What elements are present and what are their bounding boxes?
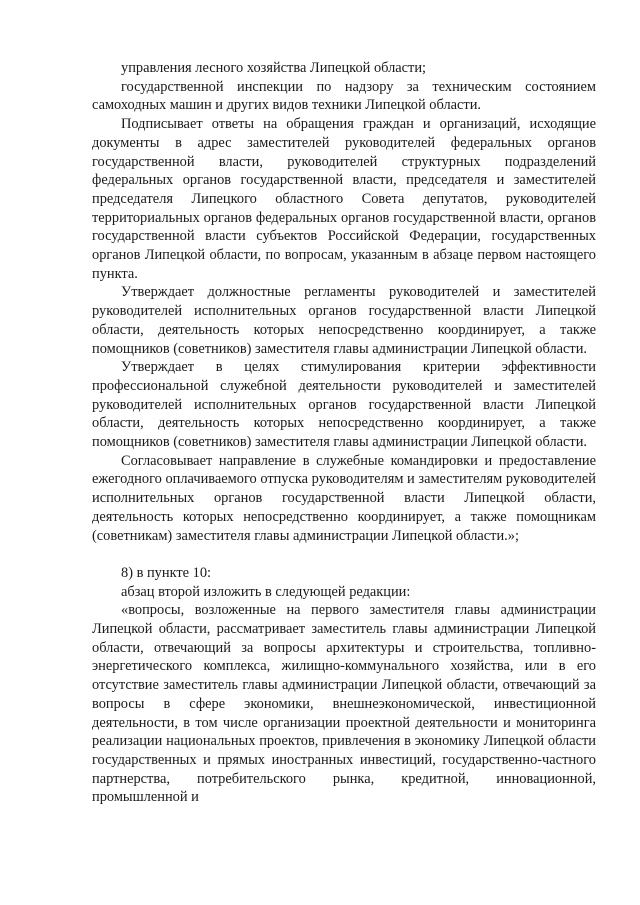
paragraph-forestry-item: управления лесного хозяйства Липецкой области;: [121, 60, 427, 76]
paragraph-approves-regulations: Утверждает должностные регламенты руководителей и заместителей руководителей исполнительных органов государственной власти Липецкой области, деятельность которых непосредственно координирует, а также помощников (советников) заместителя главы администрации Липецкой области.: [92, 284, 596, 357]
paragraph-second-clause: абзац второй изложить в следующей редакции:: [121, 583, 411, 600]
paragraph-inspection-item: государственной инспекции по надзору за техническим состоянием самоходных машин и других видов техники Липецкой области.: [92, 78, 596, 114]
paragraph-new-wording: «вопросы, возложенные на первого заместителя главы администрации Липецкой области, рассматривает заместитель главы администрации Липецкой области, отвечающий за вопросы архитектуры и строительства, топливно-энергетического комплекса, жилищно-коммунального хозяйства, или в его отсутствие заместитель главы администрации Липецкой области, отвечающий за вопросы в сфере экономики, внешнеэкономической, инвестиционной деятельности, в том числе организации проектной деятельности и мониторинга реализации национальных проектов, привлечения в экономику Липецкой области государственных и прямых иностранных инвестиций, государственно-частного партнерства, потребительского рынка, кредитной, инновационной, промышленной и: [92, 602, 596, 806]
paragraph-approves-business-trips: Согласовывает направление в служебные командировки и предоставление ежегодного оплачиваемого отпуска руководителям и заместителям руководителей исполнительных органов государственной власти Липецкой области, деятельность которых непосредственно координирует, а также помощникам (советникам) заместителя главы администрации Липецкой области.»;: [92, 452, 596, 544]
paragraph-signs-responses: Подписывает ответы на обращения граждан и организаций, исходящие документы в адрес заместителей руководителей федеральных органов государственной власти, руководителей структурных подразделений федеральных органов государственной власти, председателя и заместителей председателя Липецкого областного Совета депутатов, руководителей территориальных органов федеральных органов государственной власти, органов государственной власти субъектов Российской Федерации, государственных органов Липецкой области, по вопросам, указанным в абзаце первом настоящего пункта.: [92, 116, 596, 282]
paragraph-approves-criteria: Утверждает в целях стимулирования критерии эффективности профессиональной служебной деятельности руководителей и заместителей руководителей исполнительных органов государственной власти Липецкой области, деятельность которых непосредственно координирует, а также помощников (советников) заместителя главы администрации Липецкой области.: [92, 359, 596, 451]
paragraph-item-8: 8) в пункте 10:: [121, 564, 212, 581]
paragraph-spacer: [92, 545, 596, 564]
document-body: [92, 59, 596, 807]
